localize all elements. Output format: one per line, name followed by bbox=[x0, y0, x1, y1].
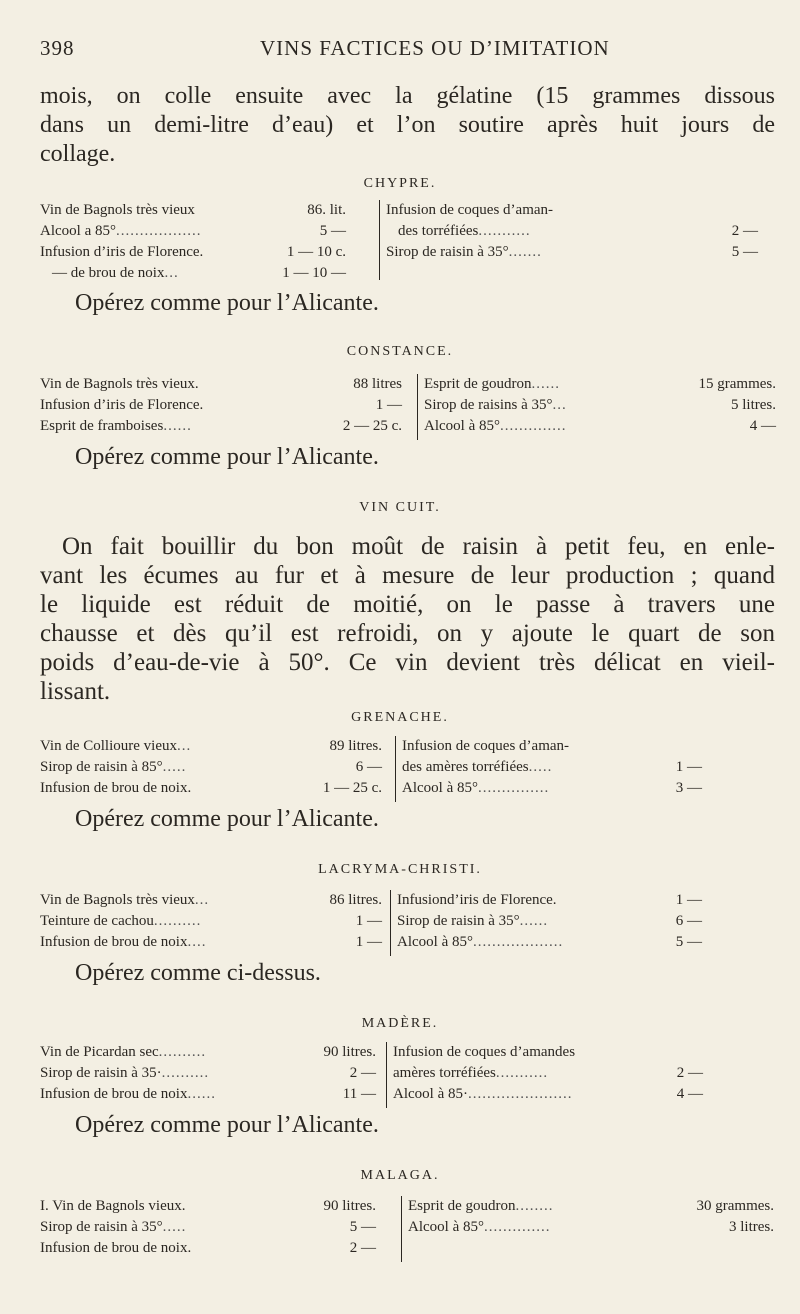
ingredient-row: Infusion d’iris de Florence. 1 — bbox=[40, 397, 402, 413]
text-line: dans un demi-litre d’eau) et l’on soutire après huit jours de bbox=[40, 112, 775, 138]
ingredient-row: Infusion de brou de noix .... 1 — bbox=[40, 934, 382, 950]
text-line: poids d’eau-de-vie à 50°. Ce vin devient très délicat en vieil- bbox=[40, 649, 775, 676]
ingredient-column-left bbox=[40, 374, 402, 437]
ingredient-row: Vin de Picardan sec .......... 90 litres. bbox=[40, 1044, 376, 1060]
section-title-malaga: MALAGA. bbox=[360, 1168, 440, 1183]
recipe-lacryma-christi bbox=[40, 890, 780, 960]
column-divider bbox=[395, 736, 396, 802]
running-title: VINS FACTICES OU D’IMITATION bbox=[260, 36, 610, 60]
ingredient-column-right bbox=[408, 1196, 774, 1238]
ingredient-column-right bbox=[424, 374, 776, 437]
ingredient-row: Sirop de raisin à 85° ..... 6 — bbox=[40, 759, 382, 775]
section-title-lacryma-christi: LACRYMA-CHRISTI. bbox=[318, 862, 482, 877]
column-divider bbox=[386, 1042, 387, 1108]
section-title-chypre: CHYPRE. bbox=[363, 176, 437, 191]
ingredient-row: Infusion de brou de noix. 1 — 25 c. bbox=[40, 780, 382, 796]
section-title-grenache: GRENACHE. bbox=[351, 710, 449, 725]
text-line: collage. bbox=[40, 141, 116, 167]
ingredient-column-left bbox=[40, 1196, 376, 1259]
ingredient-row: amères torréfiées ........... 2 — bbox=[393, 1065, 703, 1081]
ingredient-row: Sirop de raisin à 35° ....... 5 — bbox=[386, 244, 758, 260]
column-divider bbox=[417, 374, 418, 440]
column-divider bbox=[379, 200, 380, 280]
ingredient-row: Alcool a 85° .................. 5 — bbox=[40, 223, 346, 239]
text-line: le liquide est réduit de moitié, on le passe à travers une bbox=[40, 591, 775, 618]
ingredient-row: Alcool à 85· ...................... 4 — bbox=[393, 1086, 703, 1102]
ingredient-row: I. Vin de Bagnols vieux. 90 litres. bbox=[40, 1198, 376, 1214]
ingredient-column-left bbox=[40, 890, 382, 953]
ingredient-row: Vin de Bagnols très vieux. 88 litres bbox=[40, 376, 402, 392]
ingredient-column-left bbox=[40, 200, 346, 284]
instruction-grenache: Opérez comme pour l’Alicante. bbox=[75, 806, 379, 832]
ingredient-column-right bbox=[397, 890, 702, 953]
page-number: 398 bbox=[40, 36, 75, 60]
text-line: On fait bouillir du bon moût de raisin à petit feu, en enle- bbox=[62, 533, 775, 560]
text-line: lissant. bbox=[40, 678, 111, 705]
instruction-lacryma-christi: Opérez comme ci-dessus. bbox=[75, 960, 321, 986]
text-line: chausse et dès qu’il est refroidi, on y ajoute le quart de son bbox=[40, 620, 775, 647]
column-divider bbox=[401, 1196, 402, 1262]
instruction-constance: Opérez comme pour l’Alicante. bbox=[75, 444, 379, 470]
text-line: mois, on colle ensuite avec la gélatine (15 grammes dissous bbox=[40, 83, 775, 109]
ingredient-row: Vin de Bagnols très vieux 86. lit. bbox=[40, 202, 346, 218]
ingredient-row: Infusion de coques d’aman- bbox=[402, 738, 570, 754]
ingredient-row: Infusion d’iris de Florence. 1 — 10 c. bbox=[40, 244, 346, 260]
ingredient-row: des amères torréfiées ..... 1 — bbox=[402, 759, 702, 775]
vin-cuit-paragraph bbox=[40, 532, 775, 706]
ingredient-column-right bbox=[393, 1042, 703, 1105]
ingredient-row: des torréfiées ........... 2 — bbox=[398, 223, 758, 239]
ingredient-row: Esprit de goudron ........ 30 grammes. bbox=[408, 1198, 774, 1214]
recipe-madere bbox=[40, 1042, 780, 1112]
text-line: vant les écumes au fur et à mesure de leur production ; quand bbox=[40, 562, 775, 589]
section-title-constance: CONSTANCE. bbox=[346, 344, 454, 359]
recipe-malaga bbox=[40, 1196, 780, 1266]
ingredient-row: Infusion de brou de noix. 2 — bbox=[40, 1240, 376, 1256]
ingredient-column-left bbox=[40, 1042, 376, 1105]
ingredient-row: Alcool à 85° ................... 5 — bbox=[397, 934, 702, 950]
ingredient-row: Sirop de raisin à 35· .......... 2 — bbox=[40, 1065, 376, 1081]
ingredient-row: Sirop de raisins à 35° ... 5 litres. bbox=[424, 397, 776, 413]
recipe-grenache bbox=[40, 736, 780, 806]
ingredient-column-right bbox=[386, 200, 758, 263]
ingredient-row: Sirop de raisin à 35° ...... 6 — bbox=[397, 913, 702, 929]
section-title-madere: MADÈRE. bbox=[361, 1016, 439, 1031]
ingredient-row: Alcool à 85° .............. 4 — bbox=[424, 418, 776, 434]
ingredient-row: Esprit de goudron ...... 15 grammes. bbox=[424, 376, 776, 392]
column-divider bbox=[390, 890, 391, 956]
ingredient-row: Infusion de brou de noix ...... 11 — bbox=[40, 1086, 376, 1102]
ingredient-column-left bbox=[40, 736, 382, 799]
ingredient-row: Esprit de framboises ...... 2 — 25 c. bbox=[40, 418, 402, 434]
ingredient-row: Teinture de cachou .......... 1 — bbox=[40, 913, 382, 929]
section-title-vin-cuit: VIN CUIT. bbox=[359, 500, 441, 515]
ingredient-row: Infusiond’iris de Florence. 1 — bbox=[397, 892, 702, 908]
ingredient-row: Vin de Collioure vieux ... 89 litres. bbox=[40, 738, 382, 754]
ingredient-row: Vin de Bagnols très vieux ... 86 litres. bbox=[40, 892, 382, 908]
ingredient-row: Infusion de coques d’amandes bbox=[393, 1044, 576, 1060]
ingredient-row: Infusion de coques d’aman- bbox=[386, 202, 554, 218]
instruction-madere: Opérez comme pour l’Alicante. bbox=[75, 1112, 379, 1138]
ingredient-row: Sirop de raisin à 35° ..... 5 — bbox=[40, 1219, 376, 1235]
running-header bbox=[40, 36, 770, 66]
ingredient-row: Alcool à 85° ............... 3 — bbox=[402, 780, 702, 796]
ingredient-row: Alcool à 85° .............. 3 litres. bbox=[408, 1219, 774, 1235]
ingredient-column-right bbox=[402, 736, 702, 799]
recipe-chypre bbox=[40, 200, 780, 290]
instruction-chypre: Opérez comme pour l’Alicante. bbox=[75, 290, 379, 316]
recipe-constance bbox=[40, 374, 780, 444]
intro-paragraph bbox=[40, 82, 775, 169]
ingredient-row: — de brou de noix ... 1 — 10 — bbox=[52, 265, 346, 281]
